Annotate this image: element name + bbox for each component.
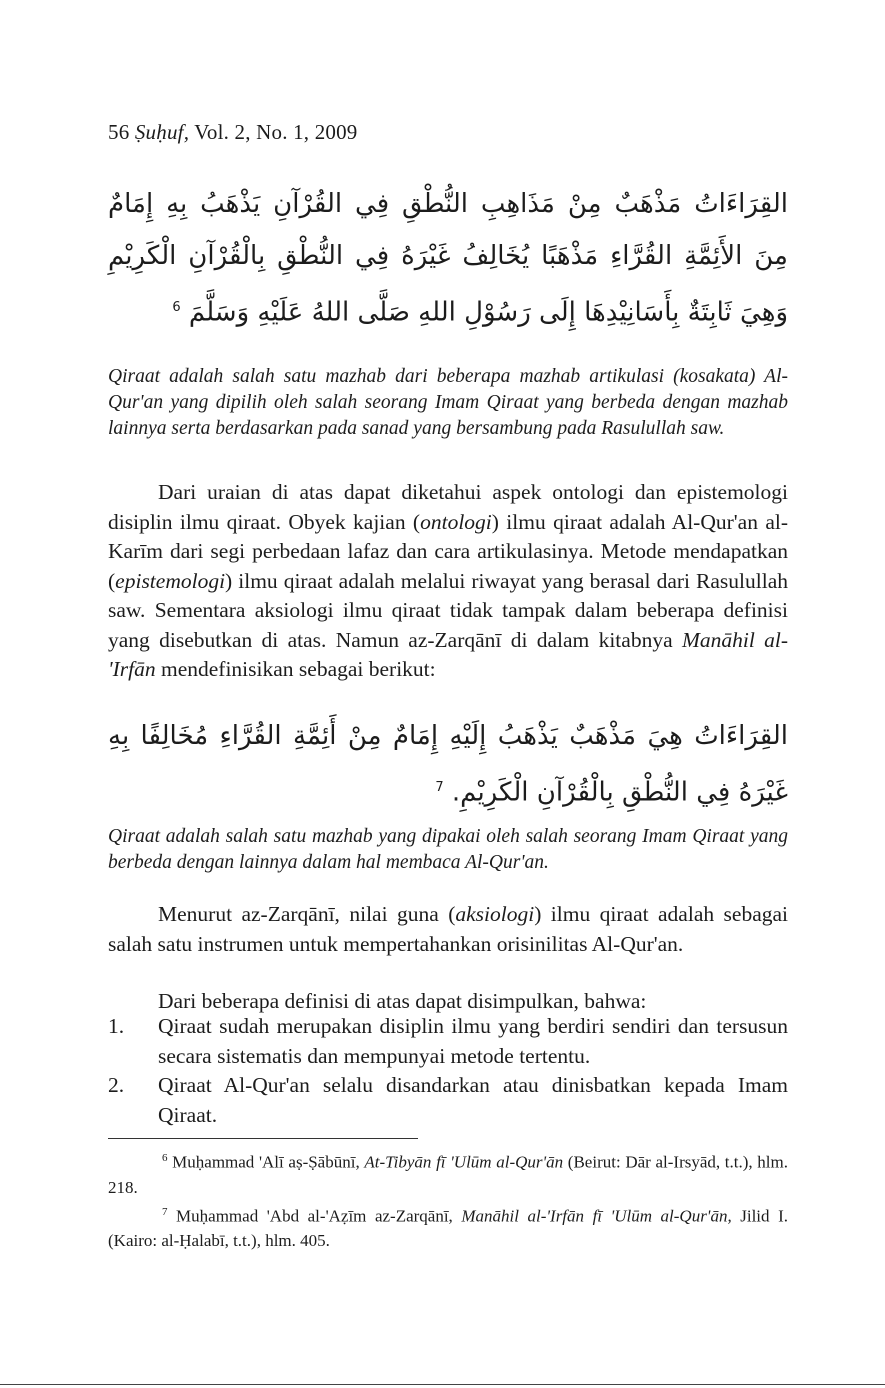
paragraph-1-part3: ) ilmu qiraat adalah melalui riwayat yang berasal dari Rasulullah saw. Sementara aksiologi ilmu qiraat tidak tampak dalam beberapa definisi yang disebutkan di atas. Namun az-Zarqānī di dalam kitabnya (108, 568, 788, 652)
term-aksiologi: aksiologi (455, 902, 535, 926)
list-item (108, 1071, 788, 1130)
list-item-text: Qiraat Al-Qur'an selalu disandarkan atau dinisbatkan kepada Imam Qiraat. (158, 1073, 788, 1127)
paragraph-2-part1: Menurut az-Zarqānī, nilai guna ( (158, 902, 456, 926)
footnote-6-author: Muḥammad 'Alī aṣ-Ṣābūnī, (167, 1152, 365, 1172)
footnote-6-publication: (Beirut: Dār al-Irsyād, t.t.), hlm. 218. (108, 1152, 789, 1197)
footnote-7 (108, 1200, 788, 1254)
arabic-quote-1-text: القِرَاءَاتُ مَذْهَبٌ مِنْ مَذَاهِبِ النُّطْقِ فِي القُرْآنِ يَذْهَبُ بِهِ إِمَامٌ مِنَ الأَئِمَّةِ القُرَّاءِ مَذْهَبًا يُخَالِفُ غَيْرَهُ فِي النُّطْقِ بِالْقُرْآنِ الْكَرِيْمِ وَهِيَ ثَابِتَةٌ بِأَسَانِيْدِهَا إِلَى رَسُوْلِ اللهِ صَلَّى اللهُ عَلَيْهِ وَسَلَّمَ (108, 189, 788, 328)
footnote-ref-6: 6 (172, 300, 181, 315)
list-item-text: Qiraat sudah merupakan disiplin ilmu yang berdiri sendiri dan tersusun secara sistematis dan mempunyai metode tertentu. (158, 1014, 788, 1068)
conclusion-list (108, 1012, 788, 1130)
list-item-number: 2. (108, 1073, 125, 1097)
paragraph-1-part2: ) ilmu qiraat adalah Al-Qur'an al-Karīm dari segi perbedaan lafaz dan cara artikulasinya. Metode mendapatkan ( (108, 509, 788, 593)
arabic-quote-1 (108, 178, 788, 339)
volume-info: Vol. 2, No. 1, 2009 (194, 120, 358, 144)
page-bottom-edge (0, 1384, 885, 1385)
paragraph-2 (108, 900, 788, 959)
page-number: 56 (108, 120, 130, 144)
paragraph-3: Dari beberapa definisi di atas dapat disimpulkan, bahwa: (158, 989, 647, 1013)
list-item-number: 1. (108, 1014, 125, 1038)
paragraph-1-part1: Dari uraian di atas dapat diketahui aspek ontologi dan epistemologi disiplin ilmu qiraat. Obyek kajian ( (108, 480, 788, 534)
translation-2: Qiraat adalah salah satu mazhab yang dipakai oleh salah seorang Imam Qiraat yang berbeda dengan lainnya dalam hal membaca Al-Qur'an. (108, 826, 788, 873)
footnote-7-author: Muḥammad 'Abd al-'Aẓīm az-Zarqānī, (167, 1206, 462, 1226)
running-header (108, 120, 358, 145)
footnote-6-title: At-Tibyān fī 'Ulūm al-Qur'ān (364, 1152, 564, 1172)
list-item (108, 1012, 788, 1071)
book-title: Manāhil al-'Irfān (108, 627, 788, 681)
arabic-quote-2-text: القِرَاءَاتُ هِيَ مَذْهَبٌ يَذْهَبُ إِلَيْهِ إِمَامٌ مِنْ أَئِمَّةِ القُرَّاءِ مُخَالِفًا بِهِ غَيْرَهُ فِي النُّطْقِ بِالْقُرْآنِ الْكَرِيْمِ. (108, 721, 788, 808)
footnote-7-number: 7 (162, 1205, 168, 1218)
paragraph-2-part2: ) ilmu qiraat adalah sebagai salah satu instrumen untuk mempertahankan orisinilitas Al-Qur'an. (108, 902, 788, 956)
translation-1: Qiraat adalah salah satu mazhab dari beberapa mazhab artikulasi (kosakata) Al-Qur'an yang dipilih oleh salah seorang Imam Qiraat yang berbeda dengan mazhab lainnya serta berdasarkan pada sanad yang bersambung pada Rasulullah saw. (108, 366, 788, 439)
footnote-6 (108, 1146, 788, 1200)
term-epistemologi: epistemologi (115, 568, 226, 593)
paragraph-1-part4: mendefinisikan sebagai berikut: (155, 657, 436, 681)
footnote-divider (108, 1138, 418, 1139)
paragraph-1 (108, 478, 788, 685)
term-ontologi: ontologi (420, 509, 492, 534)
footnote-7-title: Manāhil al-'Irfān fī 'Ulūm al-Qur'ān, (461, 1206, 732, 1226)
footnotes (108, 1146, 788, 1253)
footnote-7-publication: Jilid I. (Kairo: al-Ḥalabī, t.t.), hlm. 405. (108, 1206, 788, 1251)
journal-title: Ṣuḥuf, (134, 120, 190, 144)
footnote-6-number: 6 (162, 1152, 168, 1164)
footnote-ref-7: 7 (435, 780, 444, 795)
arabic-quote-2 (108, 710, 788, 819)
